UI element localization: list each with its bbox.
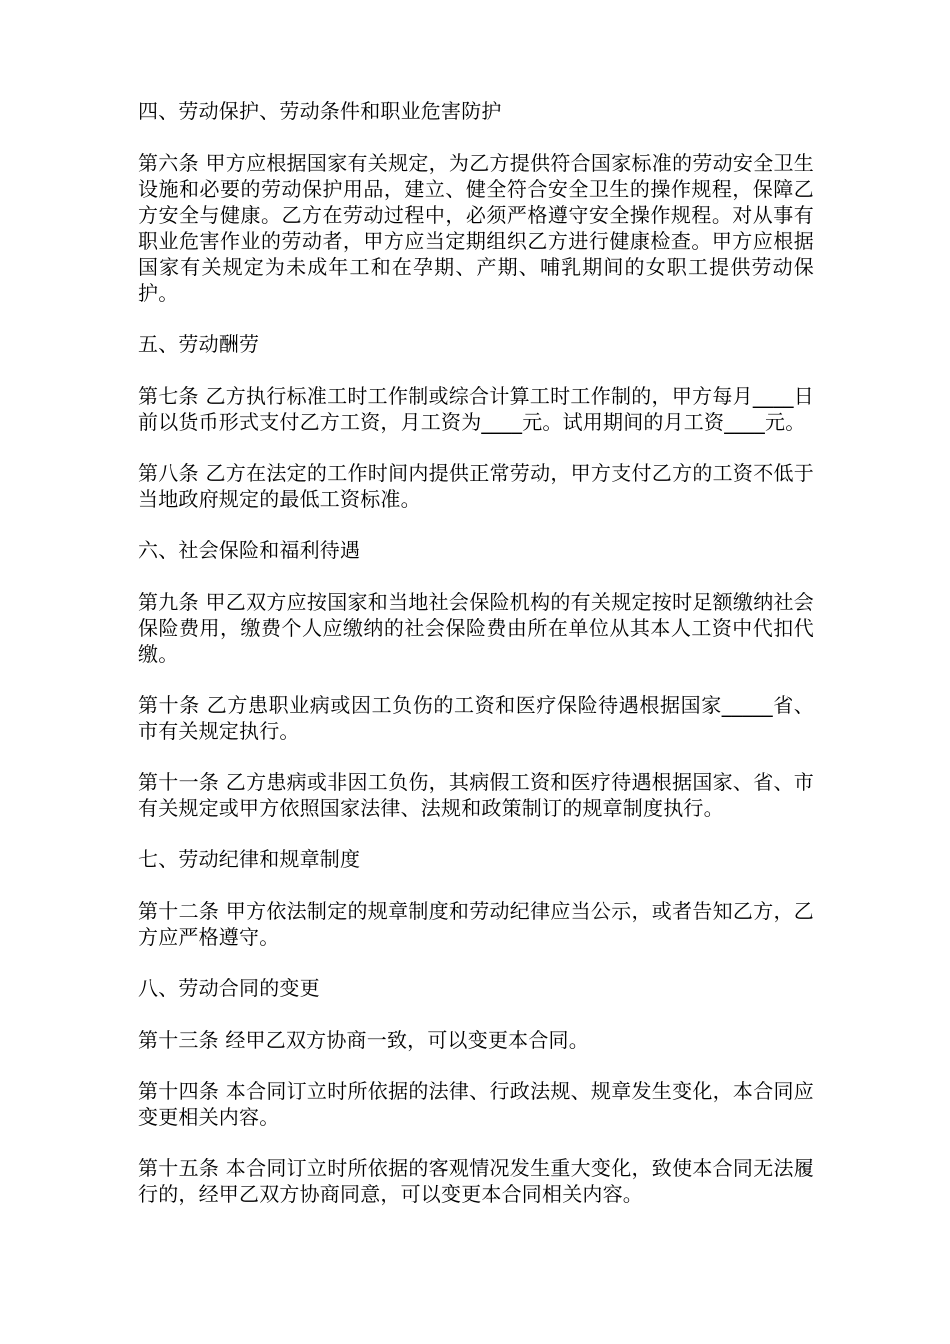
article-9-paragraph: 第九条 甲乙双方应按国家和当地社会保险机构的有关规定按时足额缴纳社会保险费用，缴费个人应缴纳的社会保险费由所在单位从其本人工资中代扣代缴。: [138, 590, 814, 666]
article-15-paragraph: 第十五条 本合同订立时所依据的客观情况发生重大变化，致使本合同无法履行的，经甲乙双方协商同意，可以变更本合同相关内容。: [138, 1156, 814, 1206]
section-heading-labor-protection: 四、劳动保护、劳动条件和职业危害防护: [138, 99, 502, 123]
document-body: [138, 98, 814, 1232]
article-7-paragraph: 第七条 乙方执行标准工时工作制或综合计算工时工作制的，甲方每月____日前以货币形式支付乙方工资，月工资为____元。试用期间的月工资____元。: [138, 384, 814, 434]
article-8-paragraph: 第八条 乙方在法定的工作时间内提供正常劳动，甲方支付乙方的工资不低于当地政府规定的最低工资标准。: [138, 461, 814, 511]
article-13-paragraph: 第十三条 经甲乙双方协商一致，可以变更本合同。: [138, 1028, 589, 1052]
section-heading-social-insurance: 六、社会保险和福利待遇: [138, 538, 361, 562]
section-heading-remuneration: 五、劳动酬劳: [138, 332, 260, 356]
article-11-paragraph: 第十一条 乙方患病或非因工负伤，其病假工资和医疗待遇根据国家、省、市有关规定或甲方依照国家法律、法规和政策制订的规章制度执行。: [138, 770, 814, 820]
article-6-paragraph: 第六条 甲方应根据国家有关规定，为乙方提供符合国家标准的劳动安全卫生设施和必要的劳动保护用品，建立、健全符合安全卫生的操作规程，保障乙方安全与健康。乙方在劳动过程中，必须严格遵守安全操作规程。对从事有职业危害作业的劳动者，甲方应当定期组织乙方进行健康检查。甲方应根据国家有关规定为未成年工和在孕期、产期、哺乳期间的女职工提供劳动保护。: [138, 151, 814, 305]
article-12-paragraph: 第十二条 甲方依法制定的规章制度和劳动纪律应当公示，或者告知乙方，乙方应严格遵守。: [138, 899, 814, 949]
section-heading-contract-change: 八、劳动合同的变更: [138, 976, 320, 1000]
article-10-paragraph: 第十条 乙方患职业病或因工负伤的工资和医疗保险待遇根据国家_____省、市有关规定执行。: [138, 693, 814, 743]
article-14-paragraph: 第十四条 本合同订立时所依据的法律、行政法规、规章发生变化，本合同应变更相关内容。: [138, 1079, 814, 1129]
section-heading-discipline: 七、劳动纪律和规章制度: [138, 847, 361, 871]
